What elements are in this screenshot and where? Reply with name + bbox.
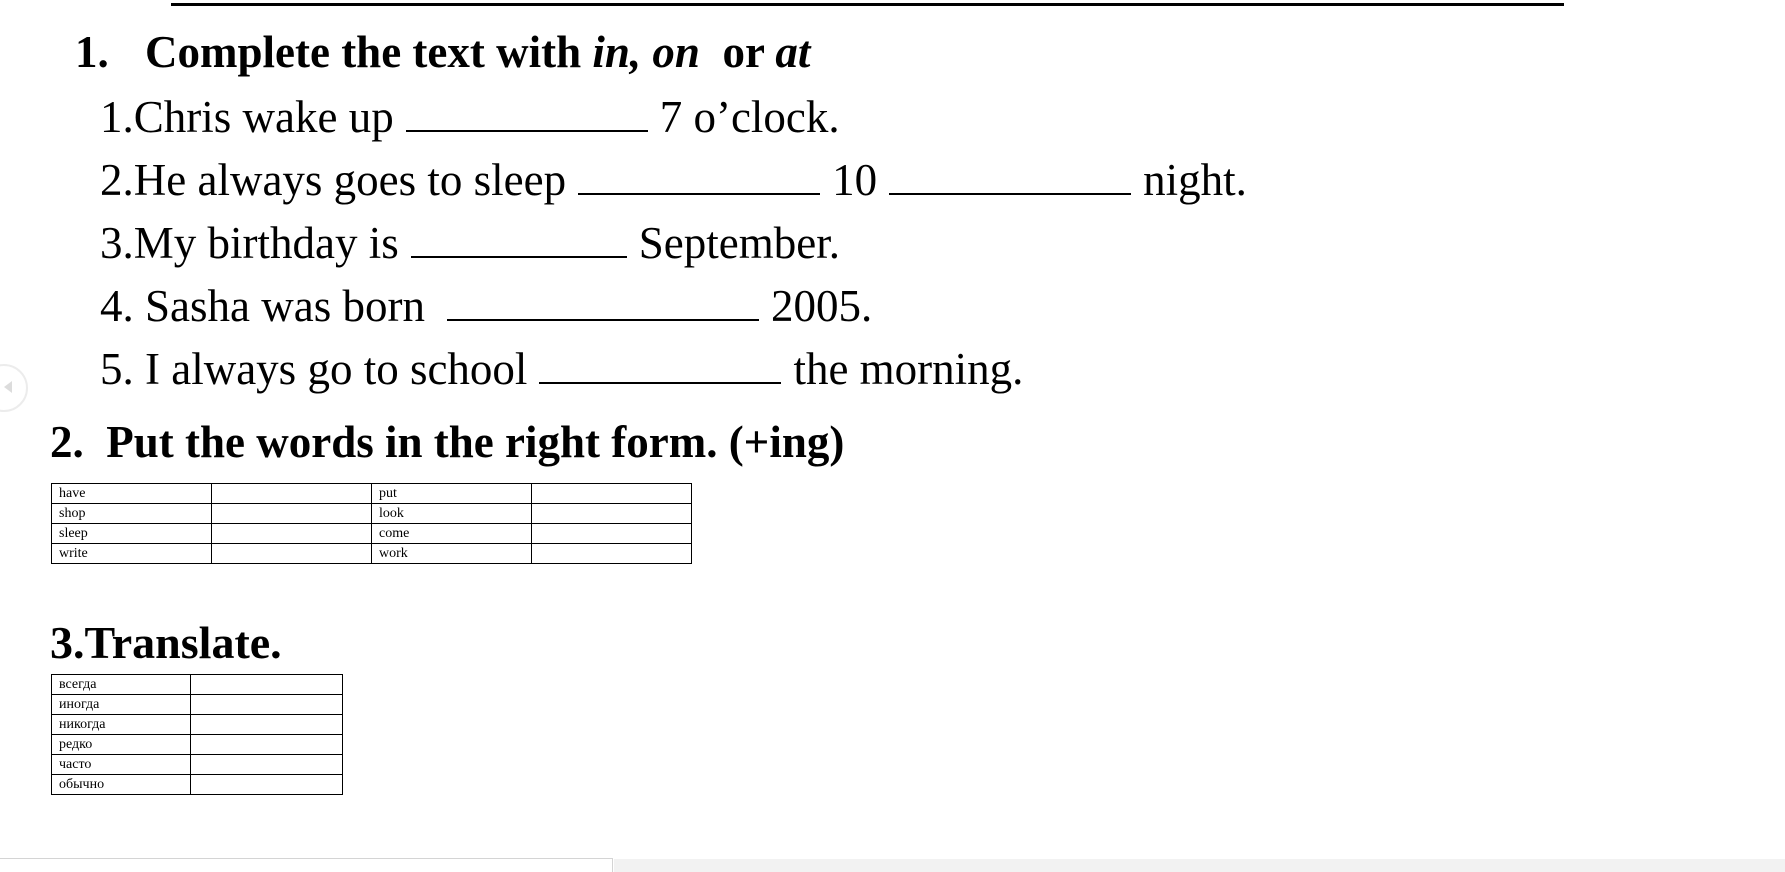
answer-cell[interactable]: [212, 544, 372, 564]
answer-blank[interactable]: [539, 350, 781, 384]
exercise-1-number: 1.: [75, 27, 109, 77]
answer-cell[interactable]: [532, 544, 692, 564]
verb-cell: come: [372, 524, 532, 544]
sentence-2: [100, 156, 1247, 206]
sentence-text: 5. I always go to school: [100, 344, 528, 394]
table-row: [52, 775, 343, 795]
exercise-1-heading: [75, 28, 810, 78]
answer-blank[interactable]: [889, 161, 1131, 195]
table-row: [52, 735, 343, 755]
answer-cell[interactable]: [532, 484, 692, 504]
sentence-1: [100, 93, 840, 143]
heading-word-in: in,: [592, 27, 642, 77]
answer-blank[interactable]: [406, 98, 648, 132]
ing-form-table: [51, 483, 692, 564]
verb-cell: work: [372, 544, 532, 564]
answer-cell[interactable]: [191, 775, 343, 795]
answer-cell[interactable]: [191, 755, 343, 775]
answer-blank[interactable]: [578, 161, 820, 195]
answer-cell[interactable]: [212, 484, 372, 504]
table-row: [52, 524, 692, 544]
sentence-4: [100, 282, 872, 332]
table-row: [52, 544, 692, 564]
translate-table: [51, 674, 343, 795]
sentence-3: [100, 219, 840, 269]
sentence-text: 2005.: [770, 281, 873, 331]
table-row: [52, 755, 343, 775]
sentence-text: 1.Chris wake up: [100, 92, 394, 142]
verb-cell: have: [52, 484, 212, 504]
sentence-text: night.: [1143, 155, 1247, 205]
heading-word-or: or: [722, 27, 765, 77]
top-divider: [171, 3, 1564, 6]
answer-cell[interactable]: [191, 695, 343, 715]
bottom-panel-left: [0, 858, 613, 872]
table-row: [52, 484, 692, 504]
bottom-panel-right: [614, 859, 1785, 872]
chevron-left-icon: [4, 381, 12, 393]
verb-cell: put: [372, 484, 532, 504]
sentence-text: September.: [638, 218, 840, 268]
sentence-text: the morning.: [793, 344, 1024, 394]
answer-cell[interactable]: [212, 504, 372, 524]
table-row: [52, 675, 343, 695]
heading-word-on: on: [652, 27, 700, 77]
heading-word-at: at: [775, 27, 811, 77]
word-cell: часто: [52, 755, 191, 775]
answer-cell[interactable]: [191, 715, 343, 735]
answer-cell[interactable]: [191, 675, 343, 695]
exercise-2-heading: 2. Put the words in the right form. (+ing): [50, 417, 845, 467]
table-row: [52, 715, 343, 735]
answer-blank[interactable]: [447, 287, 759, 321]
sentence-text: 10: [832, 155, 878, 205]
sentence-text: 2.He always goes to sleep: [100, 155, 567, 205]
verb-cell: look: [372, 504, 532, 524]
word-cell: редко: [52, 735, 191, 755]
word-cell: всегда: [52, 675, 191, 695]
sentence-5: [100, 345, 1023, 395]
table-row: [52, 504, 692, 524]
answer-cell[interactable]: [532, 524, 692, 544]
word-cell: иногда: [52, 695, 191, 715]
answer-blank[interactable]: [411, 224, 627, 258]
answer-cell[interactable]: [191, 735, 343, 755]
previous-page-button[interactable]: [0, 364, 28, 412]
answer-cell[interactable]: [532, 504, 692, 524]
table-row: [52, 695, 343, 715]
verb-cell: sleep: [52, 524, 212, 544]
sentence-text: 7 o’clock.: [659, 92, 840, 142]
word-cell: никогда: [52, 715, 191, 735]
sentence-text: 4. Sasha was born: [100, 281, 425, 331]
word-cell: обычно: [52, 775, 191, 795]
sentence-text: 3.My birthday is: [100, 218, 399, 268]
verb-cell: write: [52, 544, 212, 564]
answer-cell[interactable]: [212, 524, 372, 544]
exercise-1-heading-text: Complete the text with: [145, 27, 593, 77]
verb-cell: shop: [52, 504, 212, 524]
exercise-3-heading: 3.Translate.: [50, 617, 282, 668]
